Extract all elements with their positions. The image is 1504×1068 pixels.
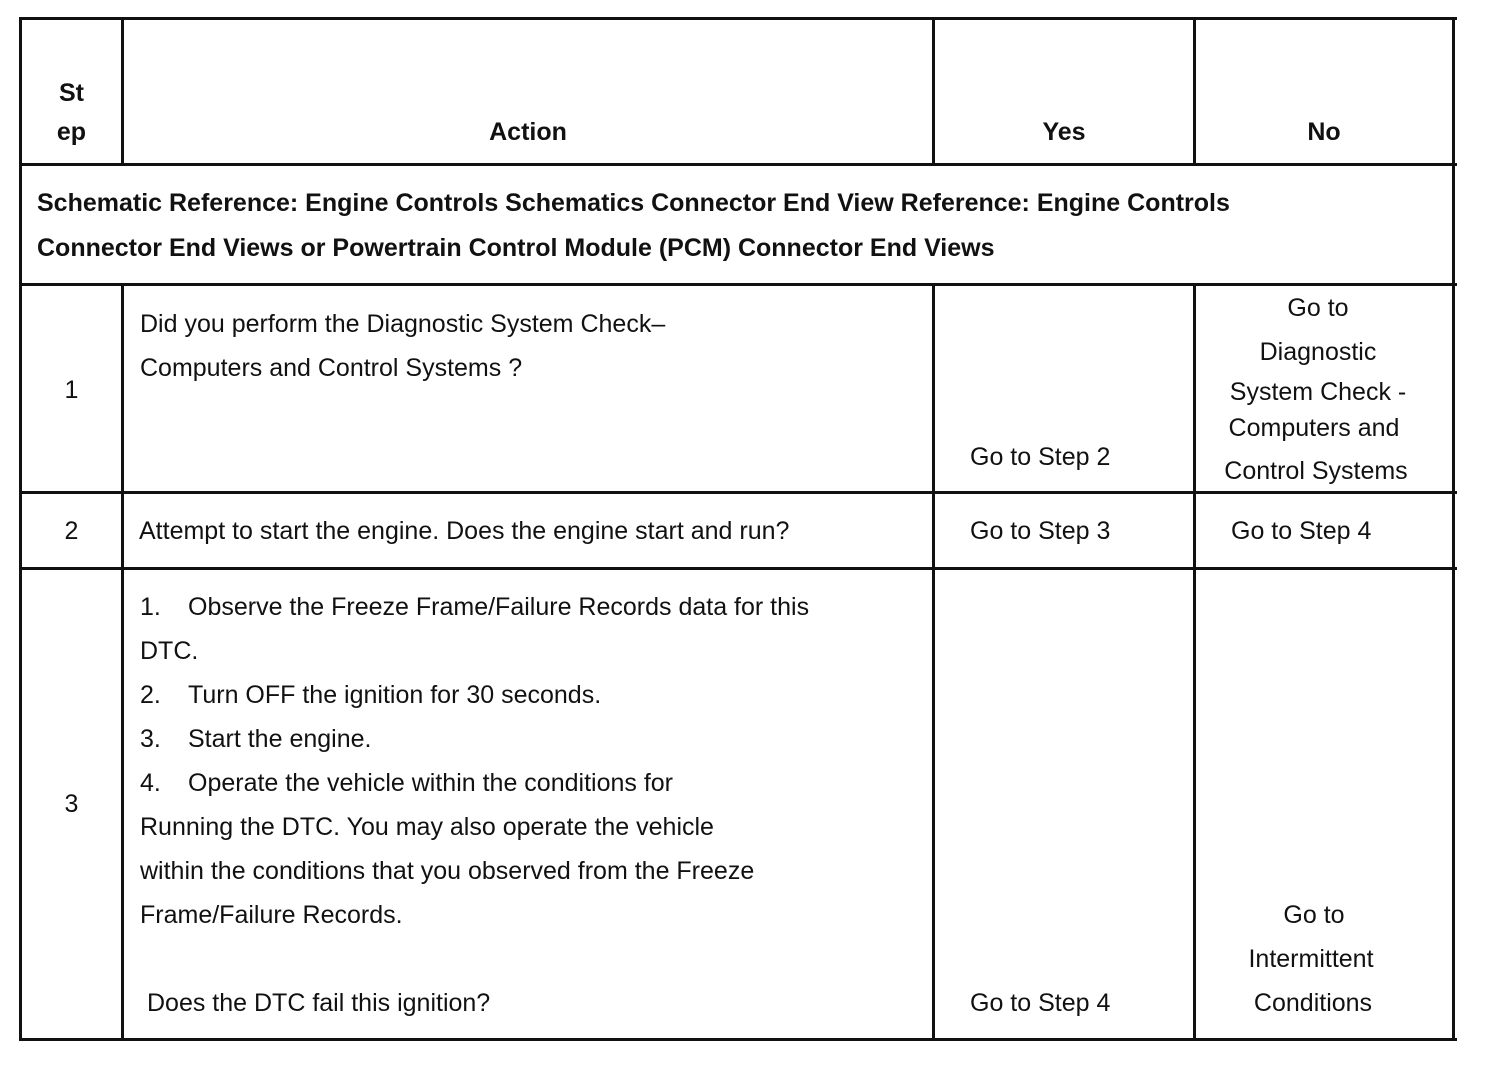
step-1-no-line: Control Systems: [1224, 457, 1408, 485]
step-3-item-number: 4.: [140, 769, 161, 797]
step-3-item-text: Start the engine.: [188, 725, 372, 753]
step-3-item-number: 3.: [140, 725, 161, 753]
step-1-no-line: Computers and: [1228, 414, 1400, 442]
step-2-action: Attempt to start the engine. Does the engine start and run?: [139, 517, 790, 545]
row2-divider: [19, 567, 1457, 570]
step-3-item: [140, 761, 809, 805]
step-1-action: [140, 302, 665, 390]
step-1-action-line: Did you perform the Diagnostic System Check–: [140, 310, 666, 338]
step-3-yes: Go to Step 4: [970, 989, 1111, 1017]
header-action: Action: [489, 118, 567, 146]
step-3-item-text: DTC.: [140, 637, 199, 665]
table-border-top: [19, 17, 1457, 20]
col-divider-step: [121, 283, 124, 1041]
step-3-no-line: Go to: [1283, 901, 1345, 929]
step-1-yes: Go to Step 2: [970, 443, 1111, 471]
step-3-item-text: Turn OFF the ignition for 30 seconds.: [188, 681, 602, 709]
step-3-continuation: Running the DTC. You may also operate the vehicle: [140, 813, 714, 841]
step-3-item-number: 1.: [140, 593, 161, 621]
step-2-yes: Go to Step 3: [970, 517, 1111, 545]
step-1-no-line: Diagnostic: [1259, 338, 1377, 366]
step-1-no-line: System Check -: [1229, 378, 1407, 406]
header-step-line2: ep: [56, 118, 87, 146]
step-3-item: [140, 629, 809, 673]
header-step-line1: St: [59, 79, 84, 107]
step-3-item-text: Operate the vehicle within the conditions for: [188, 769, 673, 797]
header-no: No: [1307, 118, 1341, 146]
step-3-no-line: Intermittent: [1248, 945, 1374, 973]
col-divider-action: [932, 283, 935, 1041]
step-3-item-number: 2.: [140, 681, 161, 709]
step-1-number: 1: [64, 376, 79, 404]
step-3-continuation: within the conditions that you observed from the Freeze: [140, 857, 755, 885]
step-3-no-line: Conditions: [1253, 989, 1373, 1017]
step-3-action: [140, 585, 809, 937]
reference-line2: Connector End Views or Powertrain Control Module (PCM) Connector End Views: [37, 234, 995, 262]
step-1-action-line: Computers and Control Systems ?: [140, 354, 523, 382]
step-3-item-text: Observe the Freeze Frame/Failure Records data for this: [188, 593, 810, 621]
step-3-continuation: Frame/Failure Records.: [140, 901, 403, 929]
table-border-right: [1452, 17, 1455, 1041]
step-3-question: Does the DTC fail this ignition?: [147, 989, 491, 1017]
header-yes: Yes: [1042, 118, 1086, 146]
header-divider: [19, 163, 1457, 166]
step-1-no-line: Go to: [1287, 294, 1349, 322]
step-2-number: 2: [64, 517, 79, 545]
step-2-no: Go to Step 4: [1231, 517, 1372, 545]
step-3-number: 3: [64, 790, 79, 818]
step-3-item: [140, 717, 809, 761]
reference-line1: Schematic Reference: Engine Controls Schematics Connector End View Reference: Engine Controls: [37, 189, 1230, 217]
step-3-item: [140, 585, 809, 629]
step-3-item: [140, 673, 809, 717]
table-border-bottom: [19, 1038, 1457, 1041]
